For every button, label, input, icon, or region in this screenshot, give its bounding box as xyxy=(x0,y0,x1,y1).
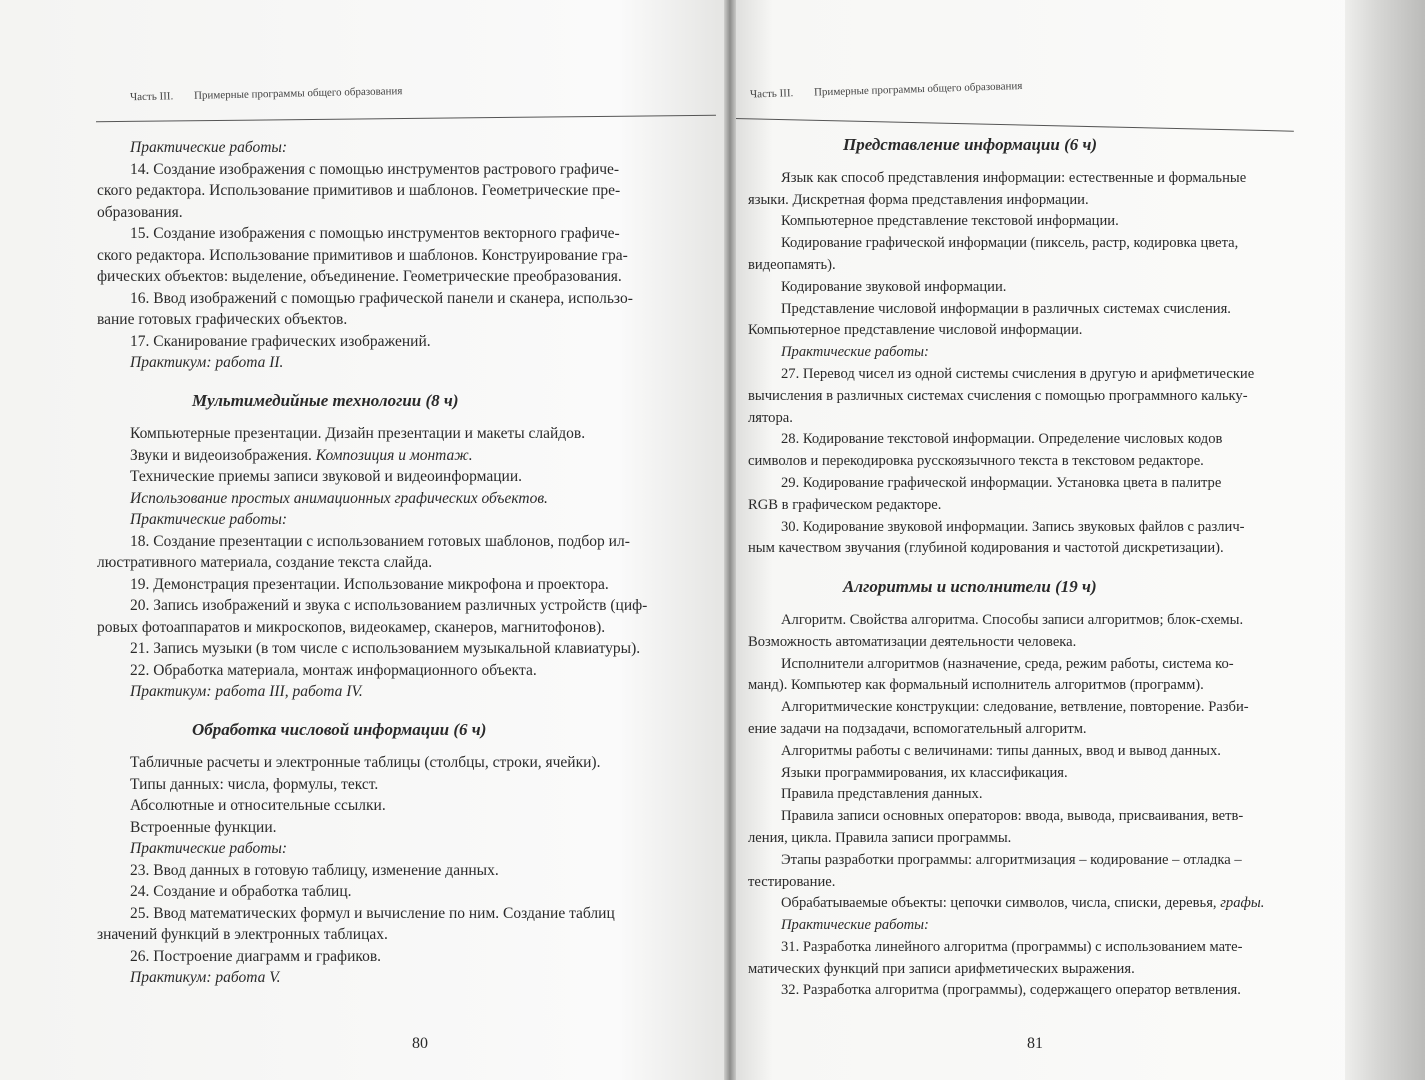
text-line xyxy=(748,959,1338,981)
line-text: Обработка числовой информации (6 ч) xyxy=(192,719,487,739)
text-line xyxy=(97,595,712,617)
text-line xyxy=(97,202,712,224)
line-text: Практические работы: xyxy=(130,511,288,528)
text-line xyxy=(748,610,1338,632)
line-text: 19. Демонстрация презентации. Использование микрофона и проектора. xyxy=(130,575,609,593)
text-line xyxy=(748,697,1338,719)
line-emphasis: графы. xyxy=(1220,895,1265,912)
line-text: 31. Разработка линейного алгоритма (программы) с использованием мате- xyxy=(781,938,1243,955)
text-line xyxy=(97,817,712,839)
line-text: 27. Перевод чисел из одной системы счисления в другую и арифметические xyxy=(781,365,1255,382)
text-line xyxy=(97,903,712,925)
text-line xyxy=(748,806,1338,828)
line-text: Практикум: работа III, работа IV. xyxy=(130,683,363,700)
line-text: языки. Дискретная форма представления информации. xyxy=(748,191,1089,208)
text-line xyxy=(748,719,1338,741)
line-text: Использование простых анимационных графических объектов. xyxy=(130,489,548,507)
text-line xyxy=(97,660,712,682)
line-text: 24. Создание и обработка таблиц. xyxy=(130,883,352,900)
line-text: 17. Сканирование графических изображений. xyxy=(130,332,431,350)
text-line xyxy=(748,893,1338,915)
line-text: Представление информации (6 ч) xyxy=(843,135,1098,154)
text-line xyxy=(97,774,712,796)
text-line xyxy=(748,277,1338,299)
line-text: Практические работы: xyxy=(130,139,288,156)
line-text: Возможность автоматизации деятельности человека. xyxy=(748,633,1077,650)
text-line xyxy=(748,784,1338,806)
line-text: Технические приемы записи звуковой и видеоинформации. xyxy=(130,468,522,485)
text-line xyxy=(97,531,712,553)
line-text: символов и перекодировка русскоязычного текста в текстовом редакторе. xyxy=(748,453,1204,470)
line-text: Правила записи основных операторов: ввода, вывода, присваивания, ветв- xyxy=(781,808,1244,825)
line-text: Практические работы: xyxy=(130,840,288,857)
line-text: Типы данных: числа, формулы, текст. xyxy=(130,775,379,793)
line-text: RGB в графическом редакторе. xyxy=(748,496,942,513)
section-heading xyxy=(748,134,1338,156)
line-text: Звуки и видеоизображения. xyxy=(130,446,316,464)
line-text: 15. Создание изображения с помощью инструментов векторного графиче- xyxy=(130,225,620,242)
text-line xyxy=(97,466,712,488)
header-rule xyxy=(96,115,716,122)
text-line xyxy=(748,517,1338,539)
page-edges xyxy=(1345,0,1425,1080)
text-line xyxy=(97,309,712,331)
page-body xyxy=(97,137,712,989)
line-text: ления, цикла. Правила записи программы. xyxy=(748,829,1012,846)
text-line xyxy=(97,445,712,467)
text-line xyxy=(97,331,712,353)
text-line xyxy=(748,451,1338,473)
line-text: Встроенные функции. xyxy=(130,818,277,836)
line-text: ровых фотоаппаратов и микроскопов, видеокамер, сканеров, магнитофонов). xyxy=(97,618,606,636)
line-text: Обрабатываемые объекты: цепочки символов, числа, списки, деревья, xyxy=(781,895,1221,912)
line-text: 29. Кодирование графической информации. Установка цвета в палитре xyxy=(781,474,1222,491)
text-line xyxy=(97,967,712,989)
text-line xyxy=(97,860,712,882)
line-text: 26. Построение диаграмм и графиков. xyxy=(130,947,382,965)
text-line xyxy=(97,638,712,660)
line-text: 20. Запись изображений и звука с использованием различных устройств (циф- xyxy=(130,597,648,614)
page-number: 80 xyxy=(412,1035,428,1052)
line-text: Компьютерные презентации. Дизайн презентации и макеты слайдов. xyxy=(130,425,586,442)
text-line xyxy=(748,937,1338,959)
text-line xyxy=(97,795,712,817)
text-line xyxy=(748,828,1338,850)
line-text: вычисления в различных системах счисления с помощью программного кальку- xyxy=(748,387,1248,404)
text-line xyxy=(748,299,1338,321)
line-text: Практические работы: xyxy=(781,917,929,934)
line-text: 18. Создание презентации с использованием готовых шаблонов, подбор ил- xyxy=(130,532,630,550)
line-text: вание готовых графических объектов. xyxy=(97,311,348,328)
line-text: Алгоритм. Свойства алгоритма. Способы записи алгоритмов; блок-схемы. xyxy=(781,611,1244,628)
text-line xyxy=(748,872,1338,894)
line-text: ского редактора. Использование примитивов и шаблонов. Конструирование гра- xyxy=(97,246,628,264)
book-gutter xyxy=(724,0,736,1080)
text-line xyxy=(748,473,1338,495)
text-line xyxy=(97,924,712,946)
text-line xyxy=(97,574,712,596)
section-heading xyxy=(748,576,1338,598)
section-heading xyxy=(97,719,712,741)
line-text: Мультимедийные технологии (8 ч) xyxy=(192,390,459,410)
page-body xyxy=(748,118,1338,1002)
line-text: Языки программирования, их классификация. xyxy=(781,764,1068,781)
text-line xyxy=(748,915,1338,937)
text-line xyxy=(748,538,1338,560)
line-text: Исполнители алгоритмов (назначение, среда, режим работы, система ко- xyxy=(781,655,1234,672)
text-line xyxy=(97,266,712,288)
text-line xyxy=(97,488,712,510)
line-text: образования. xyxy=(97,203,183,221)
text-line xyxy=(748,632,1338,654)
line-text: видеопамять). xyxy=(748,256,836,273)
line-text: 32. Разработка алгоритма (программы), содержащего оператор ветвления. xyxy=(781,982,1241,999)
text-line xyxy=(97,352,712,374)
right-page xyxy=(732,0,1412,1080)
line-text: фических объектов: выделение, объединение. Геометрические преобразования. xyxy=(97,268,622,285)
text-line xyxy=(748,850,1338,872)
line-text: Кодирование графической информации (пиксель, растр, кодировка цвета, xyxy=(781,235,1239,252)
text-line xyxy=(748,211,1338,233)
line-text: манд). Компьютер как формальный исполнитель алгоритмов (программ). xyxy=(748,677,1204,694)
running-head xyxy=(750,79,1041,100)
text-line xyxy=(748,980,1338,1002)
running-head-part: Часть III. xyxy=(749,87,794,101)
line-text: ение задачи на подзадачи, вспомогательный алгоритм. xyxy=(748,720,1087,737)
text-line xyxy=(97,423,712,445)
line-text: лятора. xyxy=(748,409,793,426)
text-line xyxy=(97,223,712,245)
section-heading xyxy=(97,390,712,412)
line-text: Алгоритмы и исполнители (19 ч) xyxy=(843,577,1097,597)
text-line xyxy=(97,509,712,531)
line-text: 14. Создание изображения с помощью инструментов растрового графиче- xyxy=(130,160,620,178)
text-line xyxy=(748,741,1338,763)
line-text: Практические работы: xyxy=(781,344,929,361)
text-line xyxy=(97,137,712,159)
line-text: 30. Кодирование звуковой информации. Запись звуковых файлов с различ- xyxy=(781,518,1245,535)
line-text: 25. Ввод математических формул и вычисление по ним. Создание таблиц xyxy=(130,904,615,922)
line-text: ным качеством звучания (глубиной кодирования и частотой дискретизации). xyxy=(748,540,1224,557)
text-line xyxy=(97,552,712,574)
line-text: Представление числовой информации в различных системах счисления. xyxy=(781,300,1231,317)
running-head-part: Часть III. xyxy=(129,90,174,104)
text-line xyxy=(748,408,1338,430)
text-line xyxy=(97,881,712,903)
text-line xyxy=(748,168,1338,190)
text-line xyxy=(748,495,1338,517)
line-text: Алгоритмические конструкции: следование, ветвление, повторение. Разби- xyxy=(781,699,1249,716)
text-line xyxy=(748,320,1338,342)
line-text: Правила представления данных. xyxy=(781,786,983,803)
line-text: ского редактора. Использование примитивов и шаблонов. Геометрические пре- xyxy=(97,182,621,199)
text-line xyxy=(748,190,1338,212)
text-line xyxy=(97,180,712,202)
running-head-title: Примерные программы общего образования xyxy=(193,85,403,102)
text-line xyxy=(97,288,712,310)
text-line xyxy=(748,233,1338,255)
line-text: Этапы разработки программы: алгоритмизация – кодирование – отладка – xyxy=(781,851,1242,868)
line-text: 22. Обработка материала, монтаж информационного объекта. xyxy=(130,661,537,679)
line-text: тестирование. xyxy=(748,873,836,890)
text-line xyxy=(748,255,1338,277)
line-text: значений функций в электронных таблицах. xyxy=(97,926,388,943)
line-text: 21. Запись музыки (в том числе с использованием музыкальной клавиатуры). xyxy=(130,640,641,657)
line-emphasis: Композиция и монтаж. xyxy=(315,446,473,464)
text-line xyxy=(97,245,712,267)
text-line xyxy=(748,675,1338,697)
text-line xyxy=(748,763,1338,785)
line-text: Практикум: работа V. xyxy=(130,969,281,986)
line-text: Табличные расчеты и электронные таблицы (столбцы, строки, ячейки). xyxy=(130,754,601,771)
text-line xyxy=(748,342,1338,364)
text-line xyxy=(748,386,1338,408)
line-text: матических функций при записи арифметических выражения. xyxy=(748,960,1135,977)
line-text: Компьютерное представление текстовой информации. xyxy=(781,213,1119,230)
text-line xyxy=(97,752,712,774)
text-line xyxy=(97,159,712,181)
line-text: Алгоритмы работы с величинами: типы данных, ввод и вывод данных. xyxy=(781,742,1221,759)
running-head xyxy=(130,85,421,104)
line-text: 23. Ввод данных в готовую таблицу, изменение данных. xyxy=(130,861,499,879)
running-head-title: Примерные программы общего образования xyxy=(813,80,1023,99)
line-text: 28. Кодирование текстовой информации. Определение числовых кодов xyxy=(781,431,1223,448)
text-line xyxy=(97,946,712,968)
line-text: 16. Ввод изображений с помощью графической панели и сканера, использо- xyxy=(130,289,633,307)
line-text: Компьютерное представление числовой информации. xyxy=(748,322,1083,339)
page-number: 81 xyxy=(1027,1035,1043,1052)
line-text: Абсолютные и относительные ссылки. xyxy=(130,797,386,814)
line-text: люстративного материала, создание текста слайда. xyxy=(97,554,433,571)
text-line xyxy=(748,364,1338,386)
line-text: Язык как способ представления информации: естественные и формальные xyxy=(781,169,1247,186)
line-text: Кодирование звуковой информации. xyxy=(781,278,1007,295)
text-line xyxy=(97,617,712,639)
line-text: Практикум: работа II. xyxy=(130,354,284,371)
text-line xyxy=(748,654,1338,676)
text-line xyxy=(97,838,712,860)
text-line xyxy=(97,681,712,703)
text-line xyxy=(748,429,1338,451)
